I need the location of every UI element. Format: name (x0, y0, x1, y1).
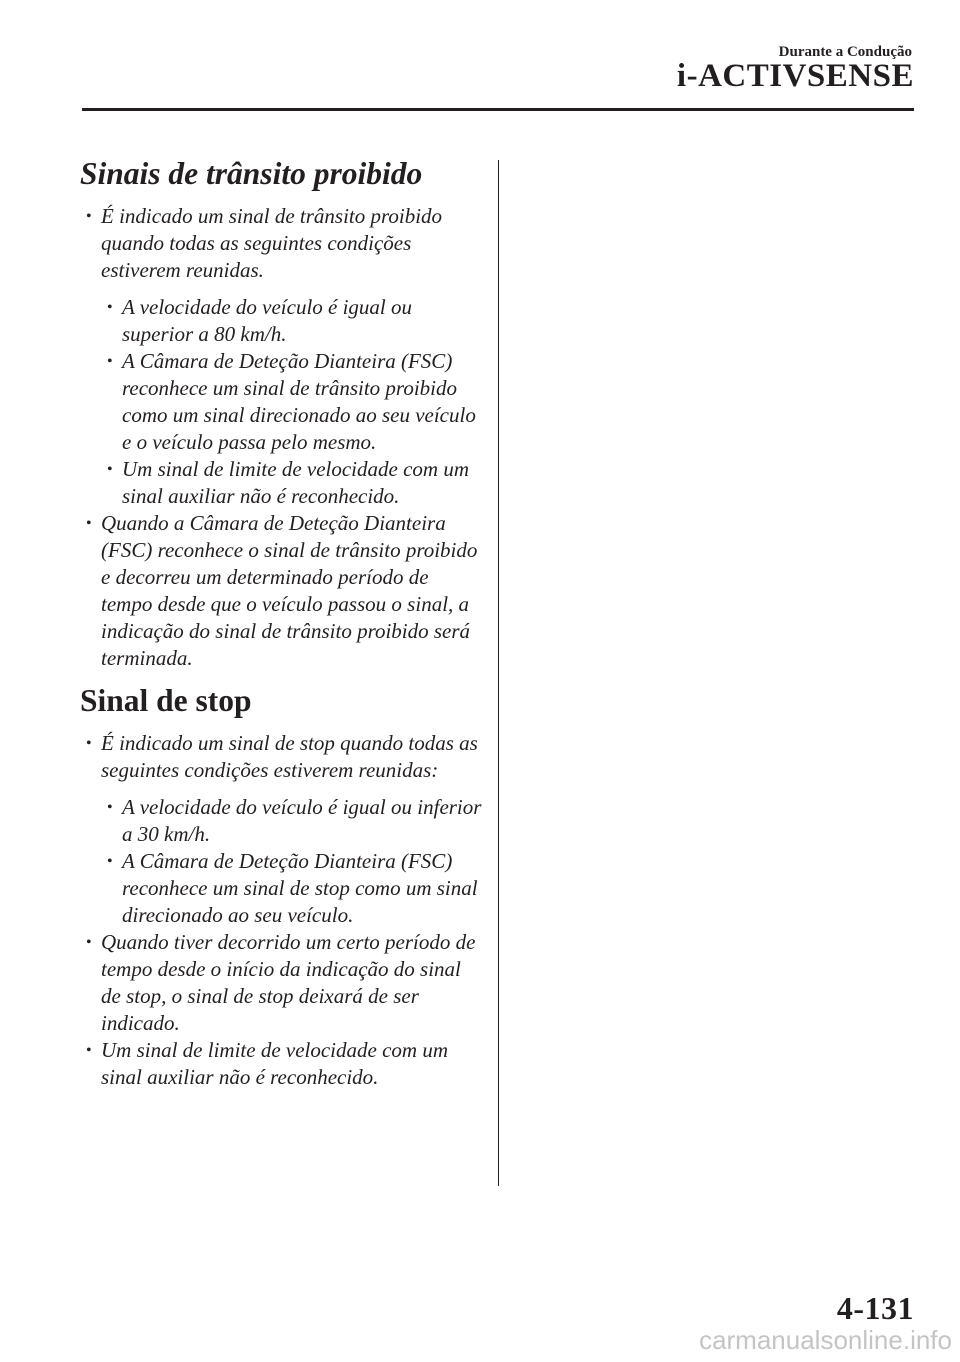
bullet-dot-icon: • (107, 353, 113, 370)
list-item (80, 730, 482, 929)
sub-bullet-list (80, 794, 482, 929)
list-item-text: Quando tiver decorrido um certo período de tempo desde o início da indicação do sinal de stop, o sinal de stop deixará de ser indicado. (101, 930, 476, 1035)
sub-list-item-text: A Câmara de Deteção Dianteira (FSC) reconhece um sinal de trânsito proibido como um sinal direcionado ao seu veículo e o veículo passa pelo mesmo. (122, 349, 476, 454)
section-heading: Sinal de stop (80, 683, 252, 718)
header-rule (82, 108, 914, 111)
watermark-link[interactable]: carmanualsonline.info (699, 1325, 952, 1355)
bullet-dot-icon: • (107, 461, 113, 478)
list-item (80, 510, 482, 672)
bullet-dot-icon: • (107, 799, 113, 816)
bullet-dot-icon: • (86, 735, 92, 752)
header-section-title: Durante a Condução (778, 44, 912, 60)
bullet-list (80, 730, 482, 1091)
list-item (80, 929, 482, 1037)
list-item-text: É indicado um sinal de stop quando todas as seguintes condições estiverem reunidas: (101, 731, 478, 782)
header-chapter-title: i-ACTIVSENSE (676, 58, 914, 94)
sub-list-item-text: A velocidade do veículo é igual ou inferior a 30 km/h. (122, 795, 482, 846)
list-item-text: É indicado um sinal de trânsito proibido quando todas as seguintes condições estiverem reunidas. (101, 204, 443, 282)
section-heading: Sinais de trânsito proibido (80, 156, 423, 191)
column-divider (498, 160, 499, 1186)
bullet-dot-icon: • (86, 208, 92, 225)
sub-list-item (80, 794, 482, 848)
sub-list-item (80, 348, 482, 456)
list-item-text: Um sinal de limite de velocidade com um sinal auxiliar não é reconhecido. (101, 1038, 448, 1089)
page-number: 4-131 (836, 1290, 914, 1326)
sub-list-item-text: A Câmara de Deteção Dianteira (FSC) reconhece um sinal de stop como um sinal direcionado ao seu veículo. (122, 849, 478, 927)
sub-bullet-list (80, 294, 482, 510)
list-item-text: Quando a Câmara de Deteção Dianteira (FSC) reconhece o sinal de trânsito proibido e decorreu um determinado período de tempo desde que o veículo passou o sinal, a indicação do sinal de trânsito proibido será terminada. (101, 511, 478, 670)
bullet-dot-icon: • (86, 515, 92, 532)
sub-list-item-text: Um sinal de limite de velocidade com um sinal auxiliar não é reconhecido. (122, 457, 469, 508)
main-column (80, 156, 482, 1091)
sub-list-item (80, 848, 482, 929)
list-item (80, 1037, 482, 1091)
section-prohibited-signs (80, 156, 482, 672)
bullet-dot-icon: • (107, 853, 113, 870)
list-item (80, 203, 482, 510)
bullet-dot-icon: • (86, 934, 92, 951)
sub-list-item-text: A velocidade do veículo é igual ou superior a 80 km/h. (122, 295, 413, 346)
bullet-dot-icon: • (107, 299, 113, 316)
sub-list-item (80, 294, 482, 348)
sub-list-item (80, 456, 482, 510)
bullet-dot-icon: • (86, 1042, 92, 1059)
section-stop-sign (80, 683, 482, 1091)
bullet-list (80, 203, 482, 672)
